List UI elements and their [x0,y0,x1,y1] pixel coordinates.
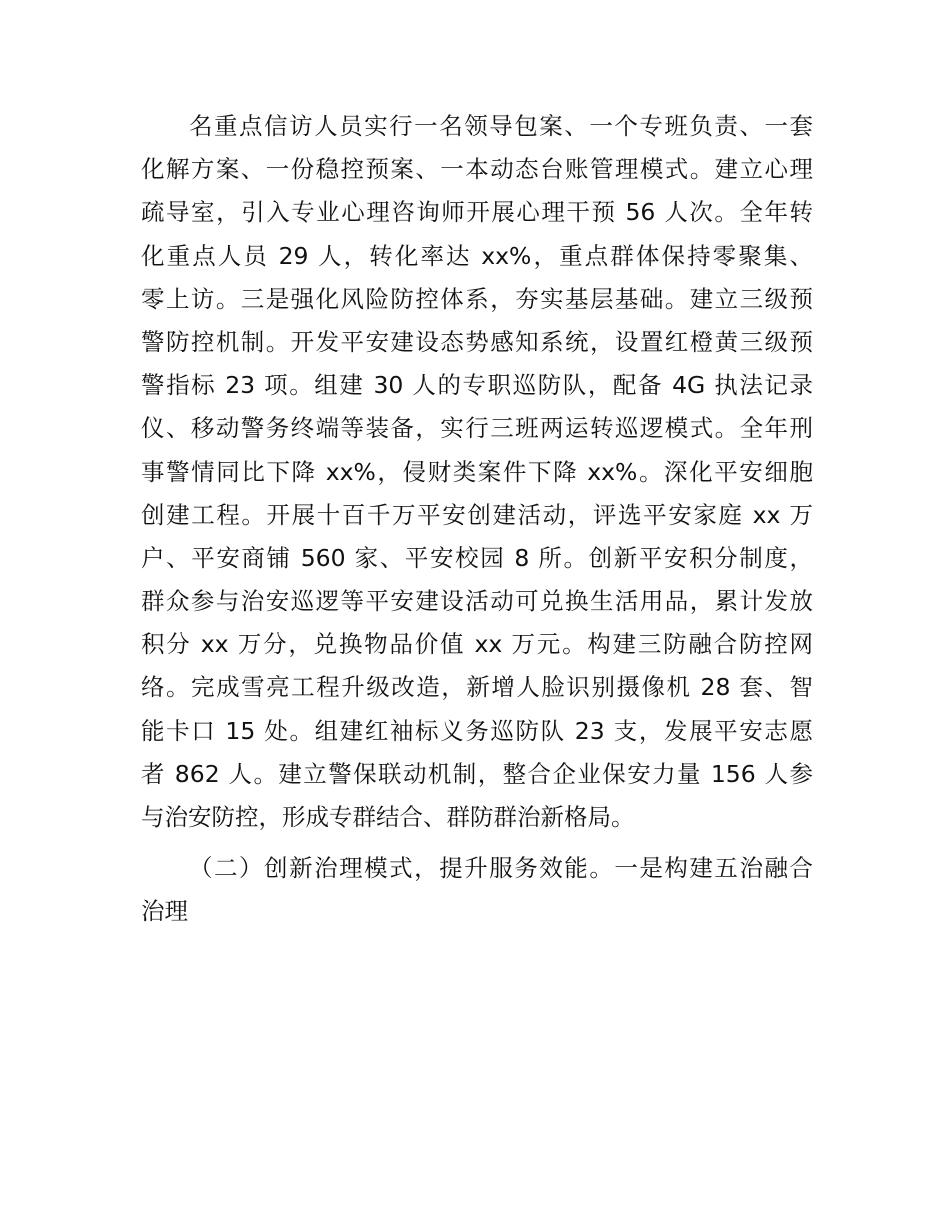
text-line: 络。完成雪亮工程升级改造，新增人脸识别摄像机 28 套、智 [141,673,813,702]
text-line: 疏导室，引入专业心理咨询师开展心理干预 56 人次。全年转 [141,198,813,227]
text-line: 化重点人员 29 人，转化率达 xx%，重点群体保持零聚集、 [141,241,813,270]
text-line: 户、平安商铺 560 家、平安校园 8 所。创新平安积分制度， [141,543,813,572]
text-line: 化解方案、一份稳控预案、一本动态台账管理模式。建立心理 [141,155,813,184]
paragraph-1 [141,105,813,839]
text-line: 能卡口 15 处。组建红袖标义务巡防队 23 支，发展平安志愿 [141,716,813,745]
text-line: 积分 xx 万分，兑换物品价值 xx 万元。构建三防融合防控网 [141,630,813,659]
body-text [141,105,813,934]
paragraph-spacer [141,839,813,847]
text-line: 与治安防控，形成专群结合、群防群治新格局。 [141,803,635,831]
text-line: 治理 [141,897,188,926]
text-line: 者 862 人。建立警保联动机制，整合企业保安力量 156 人参 [141,759,813,788]
text-line: 创建工程。开展十百千万平安创建活动，评选平安家庭 xx 万 [141,500,813,529]
text-line: 零上访。三是强化风险防控体系，夯实基层基础。建立三级预 [141,284,813,313]
text-line: 警指标 23 项。组建 30 人的专职巡防队，配备 4G 执法记录 [141,371,813,400]
text-line: 名重点信访人员实行一名领导包案、一个专班负责、一套 [189,112,813,140]
paragraph-2 [141,847,813,933]
text-line: 仪、移动警务终端等装备，实行三班两运转巡逻模式。全年刑 [141,414,813,443]
text-line: （二）创新治理模式，提升服务效能。一是构建五治融合 [189,854,813,883]
text-line: 群众参与治安巡逻等平安建设活动可兑换生活用品，累计发放 [141,587,813,616]
text-line: 警防控机制。开发平安建设态势感知系统，设置红橙黄三级预 [141,327,813,356]
text-line: 事警情同比下降 xx%，侵财类案件下降 xx%。深化平安细胞 [141,457,813,486]
